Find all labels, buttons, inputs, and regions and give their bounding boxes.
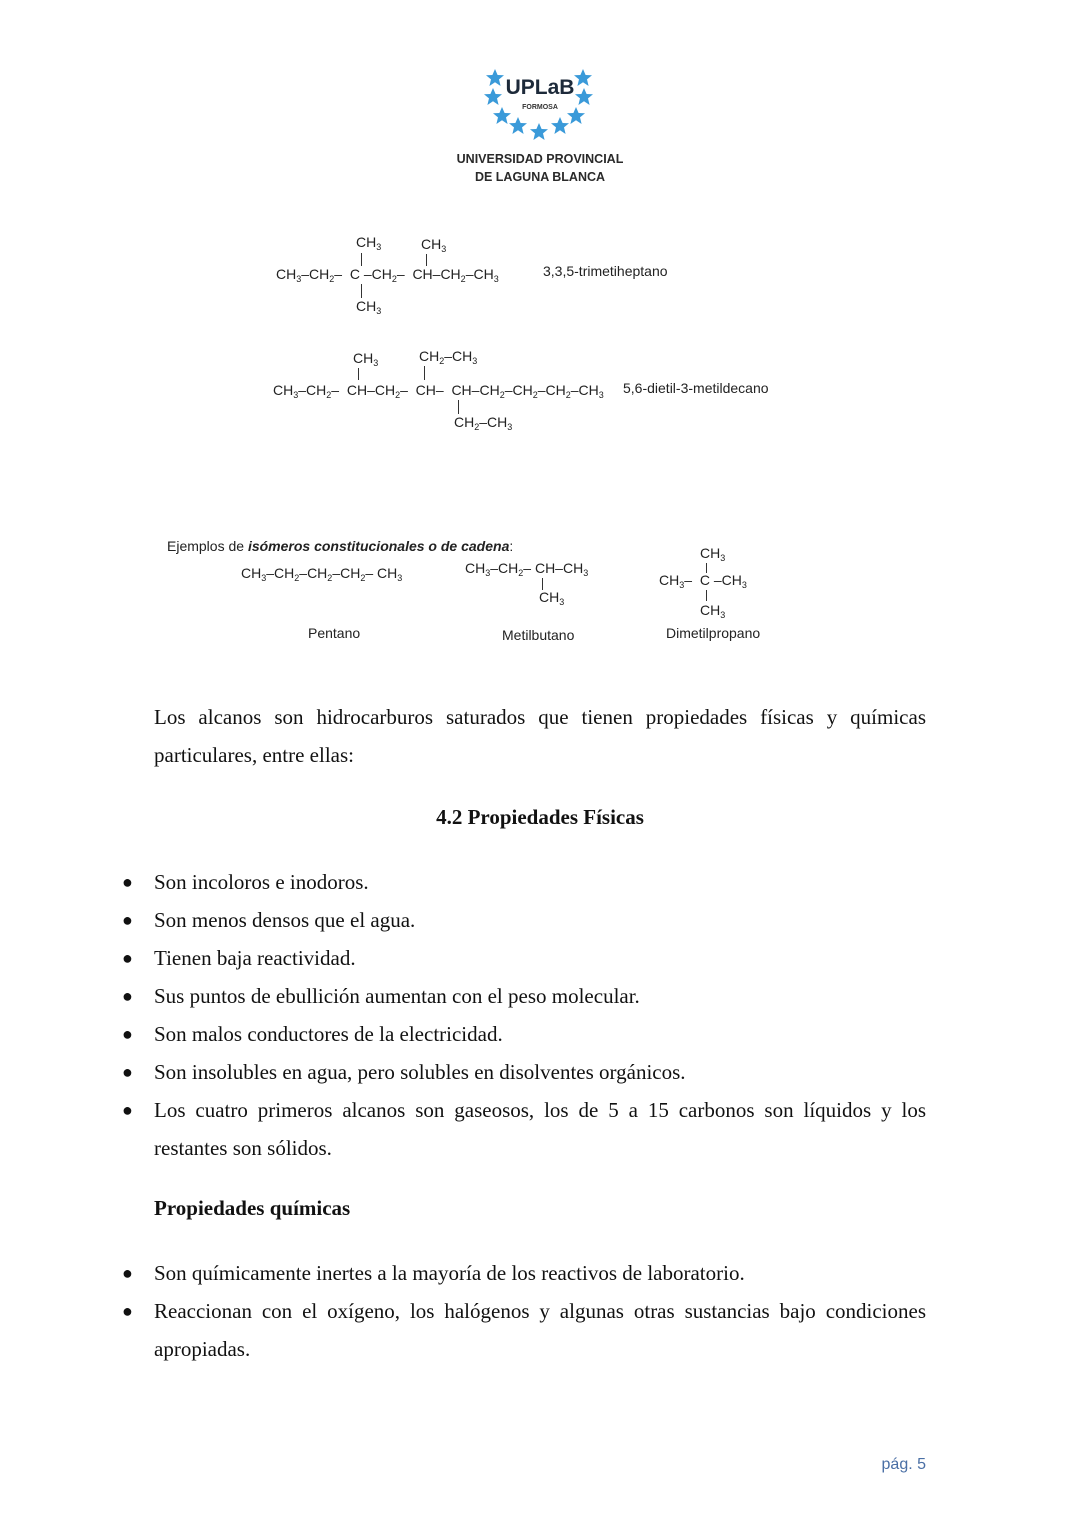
chemical-properties-list	[122, 1254, 926, 1368]
intro-paragraph: Los alcanos son hidrocarburos saturados que tienen propiedades físicas y químicas particulares, entre ellas:	[154, 705, 926, 767]
isomer-name-dimethylpropane: Dimetilpropano	[666, 625, 761, 641]
list-item: ● Son malos conductores de la electricidad.	[154, 1015, 926, 1053]
bullet-icon: ●	[122, 1100, 133, 1120]
bullet-icon: ●	[122, 948, 133, 968]
bullet-icon: ●	[122, 1263, 133, 1283]
structure-diethylmethyldecane: $CH_3$ $CH_2-CH_3$ $CH_3-CH_2-$ $CH-CH_2-$ CH– $CH-CH_2-CH_2-CH_2-CH_3$ $CH_2-CH_3$ 5,6-dietil-3-metildecano	[273, 348, 769, 432]
structure-name-2: 5,6-dietil-3-metildecano	[623, 380, 769, 396]
bullet-icon: ●	[122, 910, 133, 930]
isomer-methylbutane-formula: $CH_3-CH_2-$ $CH-CH_3$ $CH_3$	[465, 560, 589, 607]
bullet-icon: ●	[122, 1024, 133, 1044]
list-item: ● Reaccionan con el oxígeno, los halógenos y algunas otras sustancias bajo condiciones apropiadas.	[154, 1292, 926, 1368]
list-item: ● Son químicamente inertes a la mayoría de los reactivos de laboratorio.	[154, 1254, 926, 1292]
list-item: ● Tienen baja reactividad.	[154, 939, 926, 977]
header-logo	[456, 64, 624, 189]
university-name-line1: UNIVERSIDAD PROVINCIAL	[456, 152, 624, 166]
logo-subtext: FORMOSA	[522, 104, 558, 111]
logo-text: UPLaB	[505, 76, 575, 99]
university-name-line2: DE LAGUNA BLANCA	[474, 170, 606, 184]
bullet-icon: ●	[122, 1062, 133, 1082]
physical-properties-heading: 4.2 Propiedades Físicas	[436, 805, 644, 829]
physical-properties-list	[122, 863, 926, 1167]
page-number: pág. 5	[881, 1456, 926, 1473]
isomers-title: Ejemplos de isómeros constitucionales o de cadena:	[167, 538, 514, 554]
isomer-name-methylbutane: Metilbutano	[502, 627, 575, 643]
isomer-name-pentane: Pentano	[308, 625, 361, 641]
structure-trimethylheptane: $CH_3$ $CH_3$ $CH_3-CH_2-$ C $-CH_2-$ $CH-CH_2-CH_3$ $CH_3$ 3,3,5-trimetiheptano	[276, 234, 668, 316]
bullet-icon: ●	[122, 872, 133, 892]
list-item: ● Son incoloros e inodoros.	[154, 863, 926, 901]
bullet-icon: ●	[122, 1301, 133, 1321]
list-item: ● Sus puntos de ebullición aumentan con el peso molecular.	[154, 977, 926, 1015]
isomer-pentane-formula: $CH_3-CH_2-CH_2-CH_2-$ $CH_3$	[241, 565, 403, 583]
list-item: ● Los cuatro primeros alcanos son gaseosos, los de 5 a 15 carbonos son líquidos y los restantes son sólidos.	[154, 1091, 926, 1167]
bullet-icon: ●	[122, 986, 133, 1006]
structure-name-1: 3,3,5-trimetiheptano	[543, 263, 668, 279]
chemical-properties-heading: Propiedades químicas	[154, 1196, 351, 1220]
list-item: ● Son menos densos que el agua.	[154, 901, 926, 939]
isomer-dimethylpropane-formula: $CH_3$ $CH_3-$ C $-CH_3$ $CH_3$	[659, 545, 747, 620]
list-item: ● Son insolubles en agua, pero solubles en disolventes orgánicos.	[154, 1053, 926, 1091]
